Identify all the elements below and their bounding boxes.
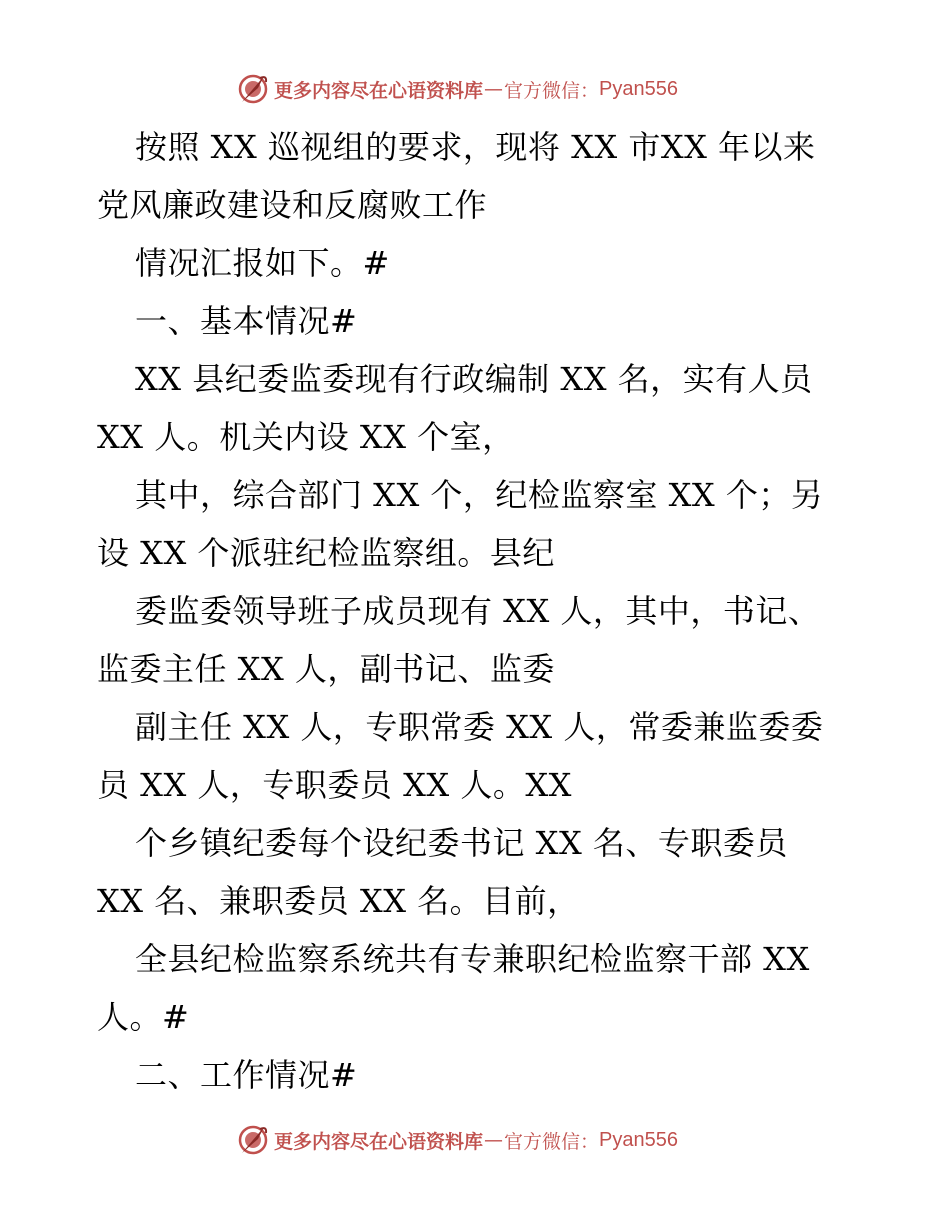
body-line: 员 XX 人，专职委员 XX 人。XX bbox=[97, 766, 572, 804]
footer-watermark bbox=[236, 1123, 756, 1157]
body-line: XX 人。机关内设 XX 个室， bbox=[97, 418, 515, 456]
body-line: 人。# bbox=[97, 998, 190, 1036]
watermark-separator: — bbox=[484, 1129, 504, 1151]
watermark-wechat-id: Pyan556 bbox=[599, 1128, 678, 1151]
body-line: 全县纪检监察系统共有专兼职纪检监察干部 XX bbox=[135, 940, 810, 978]
body-line: 党风廉政建设和反腐败工作 bbox=[97, 186, 488, 224]
watermark-label: 官方微信： bbox=[504, 79, 600, 102]
header-watermark bbox=[236, 72, 756, 106]
body-line: 监委主任 XX 人，副书记、监委 bbox=[97, 650, 555, 688]
body-line: 设 XX 个派驻纪检监察组。县纪 bbox=[97, 534, 555, 572]
body-line: XX 县纪委监委现有行政编制 XX 名，实有人员 bbox=[135, 360, 813, 398]
body-line: 委监委领导班子成员现有 XX 人，其中，书记、 bbox=[135, 592, 821, 630]
body-line: 个乡镇纪委每个设纪委书记 XX 名、专职委员 bbox=[135, 824, 788, 862]
watermark-text: 更多内容尽在心语资料库 bbox=[274, 79, 484, 102]
quill-logo-icon bbox=[236, 1123, 270, 1157]
section-heading: 一、基本情况# bbox=[135, 302, 358, 340]
body-line: 情况汇报如下。# bbox=[135, 244, 390, 282]
quill-logo-icon bbox=[236, 72, 270, 106]
watermark-wechat-id: Pyan556 bbox=[599, 77, 678, 100]
document-body bbox=[97, 118, 857, 1104]
watermark-label: 官方微信： bbox=[504, 1130, 600, 1153]
section-heading: 二、工作情况# bbox=[135, 1056, 358, 1094]
watermark-text: 更多内容尽在心语资料库 bbox=[274, 1130, 484, 1153]
body-line: 按照 XX 巡视组的要求，现将 XX 市XX 年以来 bbox=[135, 128, 816, 166]
body-line: 其中，综合部门 XX 个，纪检监察室 XX 个；另 bbox=[135, 476, 824, 514]
watermark-separator: — bbox=[484, 78, 504, 100]
body-line: XX 名、兼职委员 XX 名。目前， bbox=[97, 882, 580, 920]
body-line: 副主任 XX 人，专职常委 XX 人，常委兼监委委 bbox=[135, 708, 824, 746]
